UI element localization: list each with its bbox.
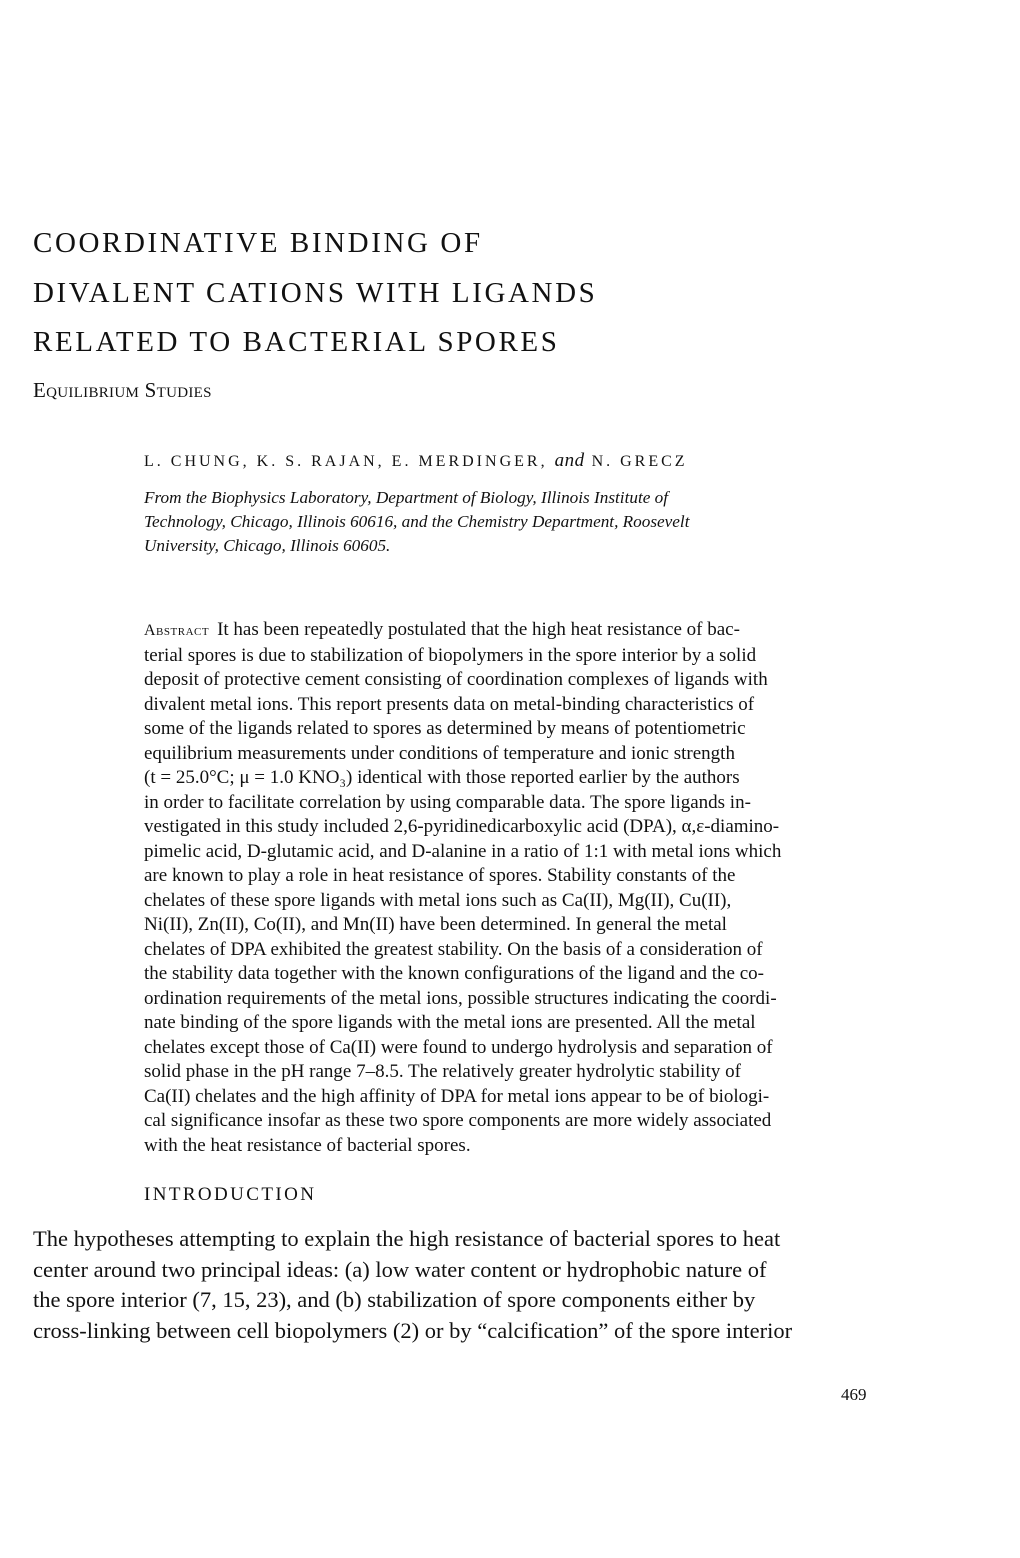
intro-line: The hypotheses attempting to explain the high resistance of bacterial spores to heat bbox=[33, 1226, 781, 1251]
page-number: 469 bbox=[841, 1385, 867, 1404]
abstract-line: cal significance insofar as these two spore components are more widely associated bbox=[144, 1110, 772, 1131]
section-heading-introduction: INTRODUCTION bbox=[144, 1184, 317, 1205]
affiliation-line: From the Biophysics Laboratory, Department of Biology, Illinois Institute of bbox=[144, 488, 669, 507]
abstract-line: chelates of these spore ligands with metal ions such as Ca(II), Mg(II), Cu(II), bbox=[144, 889, 732, 911]
abstract-line: It has been repeatedly postulated that the high heat resistance of bac- bbox=[217, 619, 740, 640]
abstract-line: with the heat resistance of bacterial spores. bbox=[144, 1134, 471, 1156]
abstract-label: Abstract bbox=[144, 622, 210, 639]
intro-line: cross-linking between cell biopolymers (2) or by “calcification” of the spore interior bbox=[33, 1317, 793, 1343]
title-line-2: DIVALENT CATIONS WITH LIGANDS bbox=[33, 277, 598, 309]
abstract bbox=[144, 618, 872, 1158]
title-line-3: RELATED TO BACTERIAL SPORES bbox=[33, 326, 560, 358]
abstract-line: chelates of DPA exhibited the greatest stability. On the basis of a consideration of bbox=[144, 938, 763, 960]
affiliation-line: Technology, Chicago, Illinois 60616, and the Chemistry Department, Roosevelt bbox=[144, 512, 690, 531]
authors-part-2: N. GRECZ bbox=[591, 453, 688, 470]
article-subtitle: Equilibrium Studies bbox=[33, 378, 212, 402]
intro-line: center around two principal ideas: (a) low water content or hydrophobic nature of bbox=[33, 1256, 767, 1282]
abstract-line: vestigated in this study included 2,6-pyridinedicarboxylic acid (DPA), α,ε-diamino- bbox=[144, 816, 780, 837]
abstract-line: Ni(II), Zn(II), Co(II), and Mn(II) have been determined. In general the metal bbox=[144, 914, 727, 935]
authors-part-1: L. CHUNG, K. S. RAJAN, E. MERDINGER, bbox=[144, 453, 548, 470]
abstract-line: divalent metal ions. This report presents data on metal-binding characteristics of bbox=[144, 693, 755, 715]
author-list bbox=[144, 450, 688, 473]
abstract-line: terial spores is due to stabilization of biopolymers in the spore interior by a solid bbox=[144, 644, 757, 666]
abstract-line: pimelic acid, D-glutamic acid, and D-alanine in a ratio of 1:1 with metal ions which bbox=[144, 840, 782, 862]
abstract-line: deposit of protective cement consisting of coordination complexes of ligands with bbox=[144, 669, 768, 690]
abstract-line: ordination requirements of the metal ions, possible structures indicating the coordi- bbox=[144, 987, 777, 1009]
title-line-1: COORDINATIVE BINDING OF bbox=[33, 227, 483, 259]
abstract-line: in order to facilitate correlation by using comparable data. The spore ligands in- bbox=[144, 791, 751, 813]
abstract-line: are known to play a role in heat resistance of spores. Stability constants of the bbox=[144, 865, 736, 886]
intro-line: the spore interior (7, 15, 23), and (b) stabilization of spore components either by bbox=[33, 1287, 756, 1312]
authors-conjunction: and bbox=[554, 450, 585, 471]
abstract-line: chelates except those of Ca(II) were found to undergo hydrolysis and separation of bbox=[144, 1036, 773, 1058]
abstract-line: Ca(II) chelates and the high affinity of DPA for metal ions appear to be of biologi- bbox=[144, 1085, 770, 1107]
abstract-line: (t = 25.0°C; μ = 1.0 KNO₃) identical with those reported earlier by the authors bbox=[144, 767, 740, 788]
abstract-line: equilibrium measurements under conditions of temperature and ionic strength bbox=[144, 742, 735, 764]
introduction-paragraph bbox=[33, 1224, 873, 1346]
affiliation bbox=[144, 486, 834, 558]
abstract-line: nate binding of the spore ligands with the metal ions are presented. All the metal bbox=[144, 1012, 756, 1033]
abstract-line: solid phase in the pH range 7–8.5. The relatively greater hydrolytic stability of bbox=[144, 1061, 741, 1082]
affiliation-line: University, Chicago, Illinois 60605. bbox=[144, 536, 391, 555]
abstract-line: some of the ligands related to spores as determined by means of potentiometric bbox=[144, 718, 746, 739]
abstract-line: the stability data together with the known configurations of the ligand and the co- bbox=[144, 963, 764, 984]
